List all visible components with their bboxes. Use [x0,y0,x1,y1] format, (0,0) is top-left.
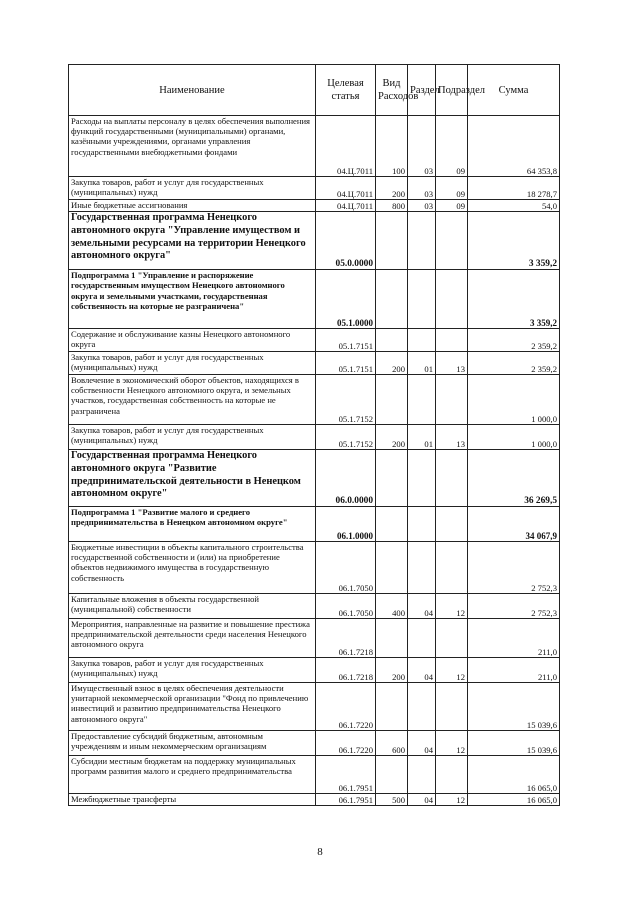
row-subsection [436,507,468,542]
row-type [376,542,408,594]
table-row-program [69,450,560,507]
row-subsection: 09 [436,200,468,212]
header-section: Раздел [408,65,436,116]
page-number: 8 [317,846,323,858]
table-row [69,177,560,200]
row-sum: 36 269,5 [468,450,560,507]
table-row [69,329,560,352]
table-row [69,352,560,375]
row-target: 04.Ц.7011 [316,177,376,200]
table-row [69,375,560,425]
row-section: 04 [408,594,436,619]
row-type [376,450,408,507]
table-row-program [69,212,560,270]
table-row [69,794,560,806]
table-row [69,731,560,756]
row-target: 06.1.7218 [316,619,376,658]
row-subsection [436,756,468,794]
row-name: Закупка товаров, работ и услуг для государственных (муниципальных) нужд [69,352,316,375]
row-sum: 18 278,7 [468,177,560,200]
row-subsection [436,542,468,594]
row-sum: 2 752,3 [468,594,560,619]
table-row [69,542,560,594]
row-name: Подпрограмма 1 "Управление и распоряжение государственным имуществом Ненецкого автономного округа и земельными участками, государственная собственность на которые не разграничена" [69,270,316,329]
row-sum: 1 000,0 [468,425,560,450]
table-row [69,683,560,731]
row-sum: 34 067,9 [468,507,560,542]
budget-table [68,64,560,806]
row-target: 06.1.7220 [316,683,376,731]
row-section: 01 [408,352,436,375]
row-subsection: 13 [436,352,468,375]
row-target: 05.0.0000 [316,212,376,270]
row-target: 04.Ц.7011 [316,116,376,177]
row-type: 200 [376,352,408,375]
row-target: 06.1.7951 [316,756,376,794]
row-target: 05.1.7151 [316,352,376,375]
row-subsection: 09 [436,116,468,177]
row-type [376,212,408,270]
row-section: 03 [408,116,436,177]
table-row [69,116,560,177]
row-sum: 64 353,8 [468,116,560,177]
row-target: 06.1.7220 [316,731,376,756]
row-name: Подпрограмма 1 "Развитие малого и среднего предпринимательства в Ненецком автономном округе" [69,507,316,542]
header-sum: Сумма [468,65,560,116]
row-subsection [436,375,468,425]
header-subsection: Подраздел [436,65,468,116]
row-type: 800 [376,200,408,212]
row-section [408,619,436,658]
row-name: Вовлечение в экономический оборот объектов, находящихся в собственности Ненецкого автономного округа, и земельных участков, государственная собственность на которые не разграничена [69,375,316,425]
row-section: 04 [408,658,436,683]
row-section: 04 [408,731,436,756]
row-section [408,375,436,425]
row-name: Имущественный взнос в целях обеспечения деятельности унитарной некоммерческой организации "Фонд по привлечению инвестиций и развитию предпринимательства Ненецкого автономного округа" [69,683,316,731]
row-subsection [436,619,468,658]
row-section [408,756,436,794]
row-sum: 16 065,0 [468,794,560,806]
row-section [408,683,436,731]
row-target: 06.1.7951 [316,794,376,806]
row-name: Закупка товаров, работ и услуг для государственных (муниципальных) нужд [69,658,316,683]
row-type: 400 [376,594,408,619]
row-section [408,542,436,594]
header-type: Вид Расходов [376,65,408,116]
row-sum: 2 359,2 [468,352,560,375]
header-target: Целевая статья [316,65,376,116]
row-subsection: 12 [436,594,468,619]
table-row-subprogram [69,507,560,542]
row-type [376,756,408,794]
table-row [69,658,560,683]
row-name: Предоставление субсидий бюджетным, автономным учреждениям и иным некоммерческим организациям [69,731,316,756]
row-subsection [436,270,468,329]
row-name: Закупка товаров, работ и услуг для государственных (муниципальных) нужд [69,177,316,200]
row-type: 100 [376,116,408,177]
row-sum: 1 000,0 [468,375,560,425]
row-sum: 15 039,6 [468,683,560,731]
row-section: 01 [408,425,436,450]
row-target: 06.1.7050 [316,542,376,594]
row-name: Государственная программа Ненецкого автономного округа "Развитие предпринимательской деятельности в Ненецком автономном округе" [69,450,316,507]
row-sum: 2 359,2 [468,329,560,352]
row-type: 600 [376,731,408,756]
row-subsection [436,683,468,731]
row-name: Закупка товаров, работ и услуг для государственных (муниципальных) нужд [69,425,316,450]
row-name: Содержание и обслуживание казны Ненецкого автономного округа [69,329,316,352]
row-sum: 2 752,3 [468,542,560,594]
row-sum: 3 359,2 [468,270,560,329]
row-section [408,450,436,507]
row-sum: 211,0 [468,658,560,683]
row-type: 200 [376,425,408,450]
row-target: 06.1.7050 [316,594,376,619]
row-section [408,270,436,329]
row-sum: 211,0 [468,619,560,658]
table-row [69,594,560,619]
row-type [376,270,408,329]
table-row [69,619,560,658]
row-type: 500 [376,794,408,806]
row-section [408,329,436,352]
row-target: 06.1.0000 [316,507,376,542]
table-header-row [69,65,560,116]
header-name: Наименование [69,65,316,116]
table-row [69,200,560,212]
row-section: 03 [408,177,436,200]
row-target: 05.1.0000 [316,270,376,329]
row-target: 06.1.7218 [316,658,376,683]
row-type: 200 [376,177,408,200]
row-section [408,212,436,270]
row-type [376,619,408,658]
row-target: 05.1.7152 [316,375,376,425]
row-name: Капитальные вложения в объекты государственной (муниципальной) собственности [69,594,316,619]
row-type: 200 [376,658,408,683]
row-subsection: 12 [436,658,468,683]
table-row-subprogram [69,270,560,329]
row-name: Субсидии местным бюджетам на поддержку муниципальных программ развития малого и среднего предпринимательства [69,756,316,794]
row-subsection [436,450,468,507]
row-target: 05.1.7151 [316,329,376,352]
row-sum: 15 039,6 [468,731,560,756]
row-subsection: 12 [436,794,468,806]
row-section: 04 [408,794,436,806]
row-target: 06.0.0000 [316,450,376,507]
row-name: Государственная программа Ненецкого автономного округа "Управление имуществом и земельными ресурсами на территории Ненецкого автономного округа" [69,212,316,270]
table-row [69,756,560,794]
row-target: 05.1.7152 [316,425,376,450]
row-subsection [436,212,468,270]
row-sum: 54,0 [468,200,560,212]
row-target: 04.Ц.7011 [316,200,376,212]
row-sum: 3 359,2 [468,212,560,270]
row-subsection: 09 [436,177,468,200]
row-name: Межбюджетные трансферты [69,794,316,806]
row-subsection [436,329,468,352]
row-subsection: 13 [436,425,468,450]
row-name: Бюджетные инвестиции в объекты капитального строительства государственной собственности и (или) на приобретение объектов недвижимого имущества в государственную собственность [69,542,316,594]
row-name: Иные бюджетные ассигнования [69,200,316,212]
row-type [376,329,408,352]
row-section [408,507,436,542]
row-name: Расходы на выплаты персоналу в целях обеспечения выполнения функций государственными (муниципальными) органами, казёнными учреждениями, органами управления государственными внебюджетными фондами [69,116,316,177]
table-row [69,425,560,450]
row-type [376,507,408,542]
row-section: 03 [408,200,436,212]
row-type [376,375,408,425]
row-sum: 16 065,0 [468,756,560,794]
row-subsection: 12 [436,731,468,756]
row-name: Мероприятия, направленные на развитие и повышение престижа предпринимательской деятельности среди населения Ненецкого автономного округа [69,619,316,658]
row-type [376,683,408,731]
